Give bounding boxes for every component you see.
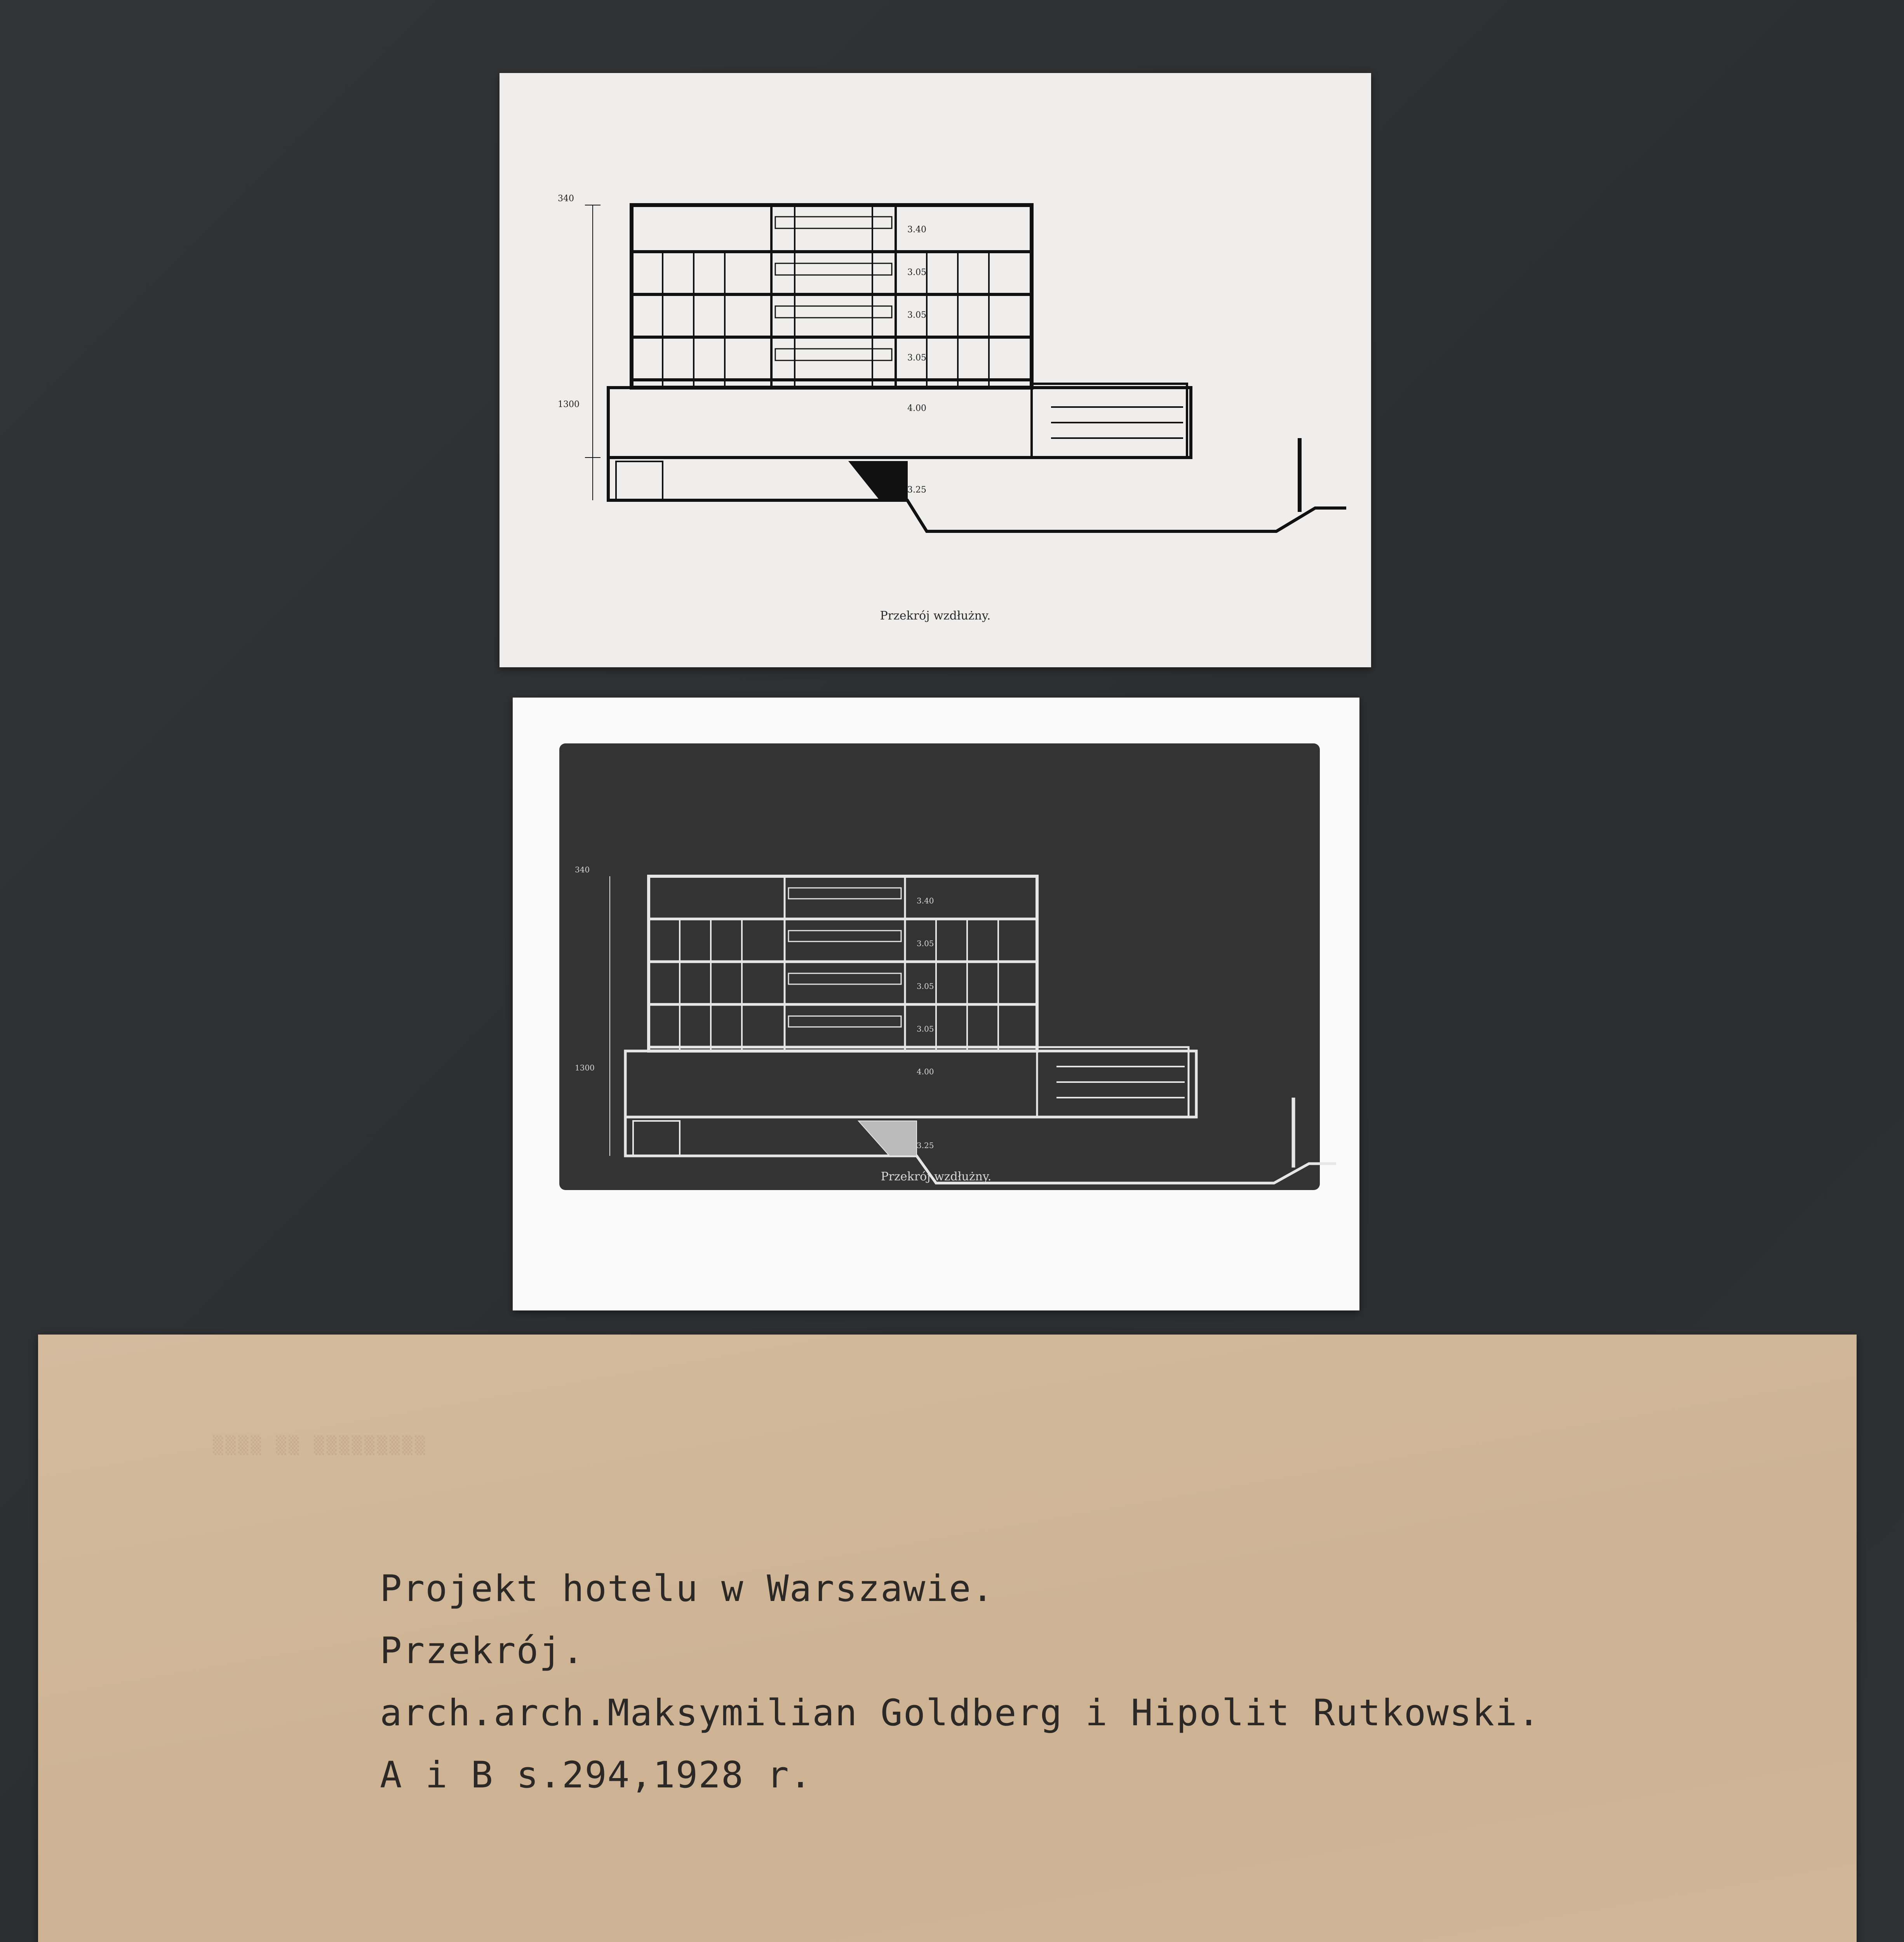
dimension-label: 1300 xyxy=(558,400,580,409)
drawing-caption: Przekrój wzdłużny. xyxy=(880,609,991,623)
dimension-label: 3.05 xyxy=(907,268,926,277)
dimension-label: 4.00 xyxy=(917,1067,934,1076)
dimension-label: 4.00 xyxy=(907,404,926,413)
negative-print xyxy=(513,698,1359,1310)
archive-envelope xyxy=(38,1335,1857,1942)
envelope-flap-edge xyxy=(38,1335,1857,1942)
faint-stamp-mark: ▒▒▒▒ ▒▒ ▒▒▒▒▒▒▒▒▒ xyxy=(213,1436,428,1455)
dimension-label: 3.25 xyxy=(917,1141,934,1150)
envelope-architects-line: arch.arch.Maksymilian Goldberg i Hipolit Rutkowski. xyxy=(380,1692,1541,1734)
dimension-label: 3.05 xyxy=(917,939,934,948)
dimension-label: 3.05 xyxy=(907,353,926,363)
dimension-label: 3.25 xyxy=(907,485,926,495)
dimension-label: 3.40 xyxy=(907,225,926,235)
envelope-source-line: A i B s.294,1928 r. xyxy=(380,1754,813,1796)
building-section-drawing xyxy=(499,73,1371,667)
envelope-subject-line: Przekrój. xyxy=(380,1630,585,1672)
envelope-title-line: Projekt hotelu w Warszawie. xyxy=(380,1568,995,1610)
dimension-label: 340 xyxy=(575,865,590,874)
dimension-label: 3.05 xyxy=(917,981,934,991)
building-section-negative xyxy=(513,698,1359,1310)
dimension-label: 3.05 xyxy=(917,1024,934,1034)
dimension-label: 340 xyxy=(558,194,574,204)
negative-caption: Przekrój wzdłużny. xyxy=(881,1170,992,1183)
dimension-label: 1300 xyxy=(575,1063,595,1072)
section-drawing-print xyxy=(499,73,1371,667)
dimension-label: 3.40 xyxy=(917,896,934,905)
dimension-label: 3.05 xyxy=(907,310,926,320)
